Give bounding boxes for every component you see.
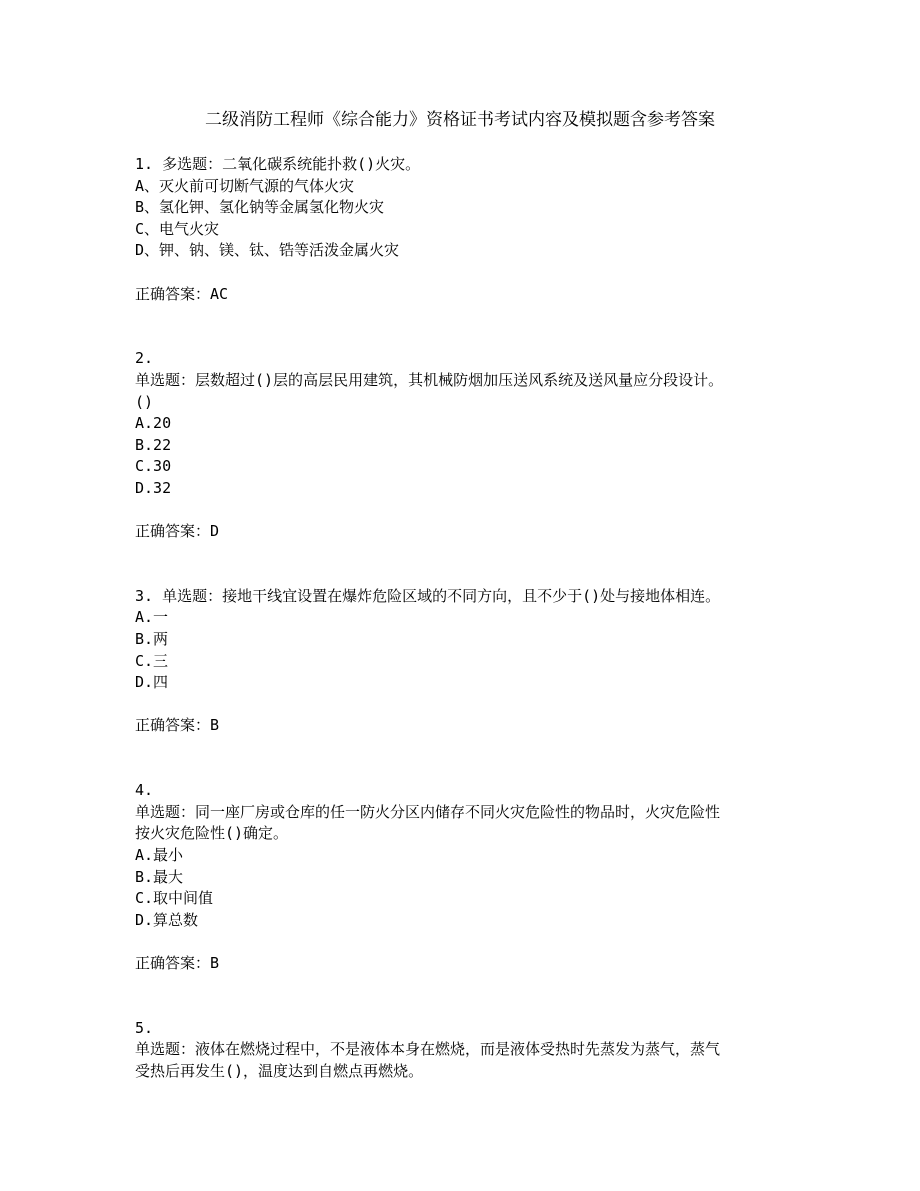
question-3-stem: 3. 单选题：接地干线宜设置在爆炸危险区域的不同方向，且不少于()处与接地体相连。 <box>135 586 721 605</box>
question-1-stem: 1. 多选题：二氧化碳系统能扑救()火灾。 <box>135 155 421 173</box>
question-2-answer: 正确答案：D <box>135 522 220 541</box>
question-4 <box>135 780 795 974</box>
question-3-option-a: A.一 <box>135 608 169 627</box>
question-5-stem: 单选题：液体在燃烧过程中，不是液体本身在燃烧，而是液体受热时先蒸发为蒸气，蒸气 <box>135 1040 721 1059</box>
question-1-answer: 正确答案：AC <box>135 284 229 303</box>
document-title: 二级消防工程师《综合能力》资格证书考试内容及模拟题含参考答案 <box>205 110 715 130</box>
question-2-stem-cont: () <box>135 392 154 411</box>
question-3-option-c: C.三 <box>135 651 169 670</box>
question-1 <box>135 154 795 305</box>
question-2-option-b: B.22 <box>135 435 172 454</box>
question-4-number: 4. <box>135 781 154 800</box>
question-1-option-a: A、灭火前可切断气源的气体火灾 <box>135 176 355 195</box>
question-2 <box>135 348 795 542</box>
question-2-number: 2. <box>135 349 154 368</box>
question-4-answer: 正确答案：B <box>135 953 220 972</box>
document-body <box>135 154 795 1083</box>
question-4-option-b: B.最大 <box>135 867 184 886</box>
question-5-stem-cont: 受热后再发生()，温度达到自燃点再燃烧。 <box>135 1061 424 1080</box>
question-1-option-c: C、电气火灾 <box>135 219 220 238</box>
question-4-stem: 单选题：同一座厂房或仓库的任一防火分区内储存不同火灾危险性的物品时，火灾危险性 <box>135 802 721 821</box>
question-3 <box>135 586 795 737</box>
question-4-stem-cont: 按火灾危险性()确定。 <box>135 824 289 843</box>
question-5 <box>135 1018 795 1083</box>
question-3-answer: 正确答案：B <box>135 716 220 735</box>
question-4-option-a: A.最小 <box>135 846 184 864</box>
question-2-option-c: C.30 <box>135 457 172 476</box>
question-1-option-b: B、氢化钾、氢化钠等金属氢化物火灾 <box>135 198 385 217</box>
question-3-option-b: B.两 <box>135 630 169 649</box>
question-3-option-d: D.四 <box>135 673 169 692</box>
question-2-option-a: A.20 <box>135 414 172 433</box>
question-5-number: 5. <box>135 1018 154 1037</box>
question-2-stem: 单选题：层数超过()层的高层民用建筑，其机械防烟加压送风系统及送风量应分段设计。 <box>135 370 724 389</box>
question-1-option-d: D、钾、钠、镁、钛、锆等活泼金属火灾 <box>135 241 400 260</box>
question-4-option-d: D.算总数 <box>135 910 199 929</box>
question-2-option-d: D.32 <box>135 478 172 497</box>
question-4-option-c: C.取中间值 <box>135 889 214 908</box>
